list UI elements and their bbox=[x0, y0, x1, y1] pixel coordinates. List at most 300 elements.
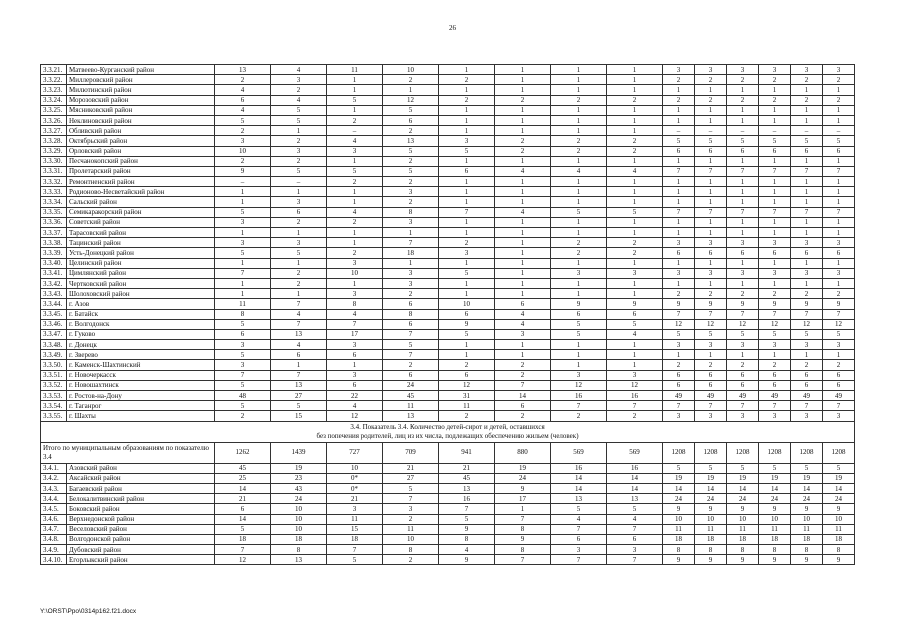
value-cell: 5 bbox=[759, 463, 791, 473]
value-cell: 1 bbox=[215, 258, 271, 268]
value-cell: 4 bbox=[607, 166, 663, 176]
value-cell: 12 bbox=[607, 380, 663, 390]
value-cell: 1 bbox=[791, 85, 823, 95]
value-cell: 1 bbox=[727, 228, 759, 238]
value-cell: 1 bbox=[551, 85, 607, 95]
value-cell: 27 bbox=[383, 473, 439, 483]
value-cell: 11 bbox=[759, 524, 791, 534]
value-cell: 2 bbox=[551, 411, 607, 421]
value-cell: 1 bbox=[727, 105, 759, 115]
row-code: 3.3.21. bbox=[41, 65, 67, 75]
row-code: 3.3.31. bbox=[41, 166, 67, 176]
value-cell: 6 bbox=[215, 504, 271, 514]
value-cell: 6 bbox=[695, 248, 727, 258]
value-cell: 4 bbox=[495, 207, 551, 217]
row-name: г. Батайск bbox=[67, 309, 215, 319]
row-name: Песчанокопский район bbox=[67, 156, 215, 166]
value-cell: 2 bbox=[495, 360, 551, 370]
value-cell: 5 bbox=[215, 350, 271, 360]
value-cell: 5 bbox=[551, 207, 607, 217]
value-cell: 1 bbox=[439, 187, 495, 197]
row-name: Октябрьский район bbox=[67, 136, 215, 146]
value-cell: 6 bbox=[727, 380, 759, 390]
value-cell: 2 bbox=[791, 95, 823, 105]
value-cell: 1 bbox=[607, 156, 663, 166]
row-name: г. Новошахтинск bbox=[67, 380, 215, 390]
value-cell: 2 bbox=[759, 75, 791, 85]
row-code: 3.3.34. bbox=[41, 197, 67, 207]
value-cell: 1 bbox=[695, 217, 727, 227]
value-cell: 1 bbox=[551, 156, 607, 166]
value-cell: 14 bbox=[695, 483, 727, 493]
value-cell: 5 bbox=[727, 329, 759, 339]
value-cell: 6 bbox=[823, 248, 855, 258]
value-cell: 3 bbox=[215, 238, 271, 248]
value-cell: 2 bbox=[727, 360, 759, 370]
value-cell: 7 bbox=[607, 524, 663, 534]
section-title-line1: 3.4. Показатель 3.4. Количество детей-сирот и детей, оставшихся bbox=[350, 422, 545, 431]
value-cell: 5 bbox=[791, 463, 823, 473]
value-cell: 10 bbox=[271, 524, 327, 534]
value-cell: 13 bbox=[383, 136, 439, 146]
value-cell: 1 bbox=[791, 115, 823, 125]
value-cell: 9 bbox=[823, 504, 855, 514]
value-cell: 6 bbox=[551, 309, 607, 319]
value-cell: 5 bbox=[327, 95, 383, 105]
value-cell: 3 bbox=[607, 268, 663, 278]
value-cell: 2 bbox=[439, 360, 495, 370]
value-cell: 5 bbox=[607, 207, 663, 217]
table-row bbox=[41, 105, 855, 115]
table-row bbox=[41, 370, 855, 380]
value-cell: 7 bbox=[823, 401, 855, 411]
value-cell: 9 bbox=[695, 299, 727, 309]
value-cell: 2 bbox=[271, 156, 327, 166]
row-code: 3.3.41. bbox=[41, 268, 67, 278]
value-cell: 2 bbox=[271, 136, 327, 146]
value-cell: 18 bbox=[383, 248, 439, 258]
value-cell: 6 bbox=[327, 380, 383, 390]
value-cell: 1 bbox=[663, 105, 695, 115]
value-cell: 2 bbox=[215, 126, 271, 136]
value-cell: 6 bbox=[663, 146, 695, 156]
value-cell: 9 bbox=[759, 299, 791, 309]
value-cell: 8 bbox=[215, 309, 271, 319]
value-cell: 1 bbox=[271, 360, 327, 370]
value-cell: 5 bbox=[663, 136, 695, 146]
value-cell: 1 bbox=[215, 278, 271, 288]
row-code: 3.3.26. bbox=[41, 115, 67, 125]
value-cell: 1 bbox=[327, 105, 383, 115]
row-code: 3.3.42. bbox=[41, 278, 67, 288]
value-cell: 9 bbox=[551, 299, 607, 309]
value-cell: 1 bbox=[695, 278, 727, 288]
value-cell: 21 bbox=[439, 463, 495, 473]
row-name: Тацинский район bbox=[67, 238, 215, 248]
table-row bbox=[41, 166, 855, 176]
row-code: 3.3.29. bbox=[41, 146, 67, 156]
value-cell: 18 bbox=[727, 534, 759, 544]
value-cell: 9 bbox=[663, 555, 695, 565]
value-cell: 5 bbox=[327, 555, 383, 565]
value-cell: 2 bbox=[607, 411, 663, 421]
value-cell: 2 bbox=[383, 156, 439, 166]
value-cell: 1 bbox=[823, 228, 855, 238]
value-cell: 1 bbox=[759, 350, 791, 360]
value-cell: 3 bbox=[551, 268, 607, 278]
value-cell: 9 bbox=[759, 555, 791, 565]
value-cell: 1 bbox=[791, 350, 823, 360]
value-cell: 5 bbox=[551, 319, 607, 329]
value-cell: 6 bbox=[271, 350, 327, 360]
value-cell: 2 bbox=[383, 289, 439, 299]
value-cell: 2 bbox=[215, 75, 271, 85]
row-code: 3.3.52. bbox=[41, 380, 67, 390]
row-name: г. Донецк bbox=[67, 340, 215, 350]
row-name: Обливский район bbox=[67, 126, 215, 136]
value-cell: 9 bbox=[791, 504, 823, 514]
table-row bbox=[41, 350, 855, 360]
value-cell: 2 bbox=[823, 75, 855, 85]
value-cell: 1 bbox=[495, 228, 551, 238]
value-cell: 6 bbox=[439, 309, 495, 319]
value-cell: 2 bbox=[759, 95, 791, 105]
value-cell: 24 bbox=[271, 494, 327, 504]
value-cell: 12 bbox=[727, 319, 759, 329]
value-cell: 2 bbox=[439, 75, 495, 85]
value-cell: 3 bbox=[791, 340, 823, 350]
value-cell: 5 bbox=[327, 166, 383, 176]
value-cell: 4 bbox=[327, 136, 383, 146]
value-cell: 3 bbox=[271, 197, 327, 207]
row-name: Орловский район bbox=[67, 146, 215, 156]
value-cell: 2 bbox=[215, 156, 271, 166]
row-name: Тарасовский район bbox=[67, 228, 215, 238]
value-cell: 2 bbox=[383, 177, 439, 187]
value-cell: 7 bbox=[439, 504, 495, 514]
value-cell: 1 bbox=[271, 126, 327, 136]
row-code: 3.3.44. bbox=[41, 299, 67, 309]
row-name: г. Шахты bbox=[67, 411, 215, 421]
value-cell: 5 bbox=[663, 329, 695, 339]
value-cell: 19 bbox=[271, 463, 327, 473]
value-cell: 1 bbox=[439, 217, 495, 227]
table-row bbox=[41, 340, 855, 350]
value-cell: 1 bbox=[327, 238, 383, 248]
table-row bbox=[41, 514, 855, 524]
value-cell: 3 bbox=[551, 545, 607, 555]
row-name: Мясниковский район bbox=[67, 105, 215, 115]
value-cell: 4 bbox=[271, 340, 327, 350]
value-cell: 5 bbox=[383, 166, 439, 176]
value-cell: 17 bbox=[495, 494, 551, 504]
value-cell: 9 bbox=[607, 299, 663, 309]
value-cell: 6 bbox=[663, 370, 695, 380]
row-code: 3.4.3. bbox=[41, 483, 67, 493]
value-cell: 1 bbox=[495, 105, 551, 115]
value-cell: 1 bbox=[823, 187, 855, 197]
value-cell: 2 bbox=[327, 177, 383, 187]
value-cell: 1 bbox=[607, 187, 663, 197]
value-cell: 3 bbox=[215, 340, 271, 350]
value-cell: 9 bbox=[791, 299, 823, 309]
value-cell: 7 bbox=[823, 166, 855, 176]
value-cell: 1 bbox=[823, 85, 855, 95]
row-name: г. Таганрог bbox=[67, 401, 215, 411]
value-cell: 1 bbox=[791, 177, 823, 187]
row-code: 3.3.33. bbox=[41, 187, 67, 197]
value-cell: 5 bbox=[727, 463, 759, 473]
value-cell: 11 bbox=[327, 514, 383, 524]
value-cell: 13 bbox=[271, 380, 327, 390]
value-cell: 49 bbox=[727, 391, 759, 401]
value-cell: 2 bbox=[695, 75, 727, 85]
value-cell: 3 bbox=[327, 504, 383, 514]
value-cell: 2 bbox=[823, 360, 855, 370]
value-cell: 5 bbox=[215, 115, 271, 125]
row-code: 3.3.24. bbox=[41, 95, 67, 105]
row-code: 3.3.49. bbox=[41, 350, 67, 360]
value-cell: 8 bbox=[327, 299, 383, 309]
value-cell: 1 bbox=[439, 258, 495, 268]
row-name: Аксайский район bbox=[67, 473, 215, 483]
value-cell: 1 bbox=[663, 228, 695, 238]
value-cell: 1 bbox=[551, 228, 607, 238]
value-cell: 5 bbox=[383, 105, 439, 115]
table-row bbox=[41, 319, 855, 329]
value-cell: 1 bbox=[607, 126, 663, 136]
value-cell: 2 bbox=[663, 75, 695, 85]
value-cell: 7 bbox=[791, 309, 823, 319]
value-cell: 6 bbox=[695, 370, 727, 380]
value-cell: 8 bbox=[495, 524, 551, 534]
row-name: г. Каменск-Шахтинский bbox=[67, 360, 215, 370]
value-cell: 1 bbox=[607, 289, 663, 299]
row-name: Советский район bbox=[67, 217, 215, 227]
value-cell: 5 bbox=[695, 463, 727, 473]
row-name: Верхнедонской район bbox=[67, 514, 215, 524]
value-cell: 11 bbox=[823, 524, 855, 534]
value-cell: 3 bbox=[823, 238, 855, 248]
value-cell: 1 bbox=[759, 217, 791, 227]
value-cell: 0* bbox=[327, 473, 383, 483]
value-cell: 2 bbox=[215, 411, 271, 421]
value-cell: 1 bbox=[759, 177, 791, 187]
value-cell: 7 bbox=[383, 329, 439, 339]
table-row bbox=[41, 463, 855, 473]
value-cell: 2 bbox=[383, 514, 439, 524]
row-code: 3.4.5. bbox=[41, 504, 67, 514]
value-cell: 6 bbox=[727, 248, 759, 258]
value-cell: 2 bbox=[791, 75, 823, 85]
total-value-cell: 1208 bbox=[791, 442, 823, 463]
value-cell: 5 bbox=[823, 329, 855, 339]
value-cell: 2 bbox=[495, 411, 551, 421]
value-cell: 3 bbox=[327, 340, 383, 350]
value-cell: 4 bbox=[495, 166, 551, 176]
value-cell: 3 bbox=[727, 411, 759, 421]
value-cell: 19 bbox=[727, 473, 759, 483]
value-cell: 19 bbox=[791, 473, 823, 483]
value-cell: 1 bbox=[823, 105, 855, 115]
value-cell: 1 bbox=[727, 156, 759, 166]
value-cell: 2 bbox=[271, 268, 327, 278]
value-cell: 8 bbox=[791, 545, 823, 555]
value-cell: 1 bbox=[551, 350, 607, 360]
value-cell: 6 bbox=[439, 370, 495, 380]
value-cell: 5 bbox=[439, 329, 495, 339]
row-code: 3.3.55. bbox=[41, 411, 67, 421]
value-cell: 1 bbox=[495, 350, 551, 360]
value-cell: 6 bbox=[791, 380, 823, 390]
value-cell: 5 bbox=[383, 146, 439, 156]
value-cell: 1 bbox=[495, 187, 551, 197]
value-cell: 6 bbox=[663, 248, 695, 258]
value-cell: 10 bbox=[695, 514, 727, 524]
row-code: 3.3.51. bbox=[41, 370, 67, 380]
value-cell: 10 bbox=[327, 463, 383, 473]
value-cell: 1 bbox=[791, 105, 823, 115]
value-cell: 2 bbox=[383, 75, 439, 85]
value-cell: 1 bbox=[607, 105, 663, 115]
row-code: 3.3.50. bbox=[41, 360, 67, 370]
value-cell: 10 bbox=[383, 65, 439, 75]
value-cell: 6 bbox=[551, 534, 607, 544]
table-row bbox=[41, 228, 855, 238]
table-row bbox=[41, 258, 855, 268]
value-cell: 3 bbox=[791, 65, 823, 75]
value-cell: 31 bbox=[439, 391, 495, 401]
value-cell: 7 bbox=[695, 309, 727, 319]
value-cell: 24 bbox=[695, 494, 727, 504]
value-cell: 1 bbox=[383, 228, 439, 238]
value-cell: 9 bbox=[823, 555, 855, 565]
table-section-3-4-header bbox=[41, 421, 855, 463]
value-cell: 6 bbox=[383, 299, 439, 309]
value-cell: 4 bbox=[607, 329, 663, 339]
value-cell: 1 bbox=[607, 197, 663, 207]
value-cell: 1 bbox=[759, 187, 791, 197]
value-cell: 1 bbox=[551, 105, 607, 115]
value-cell: 7 bbox=[551, 401, 607, 411]
value-cell: 24 bbox=[495, 473, 551, 483]
value-cell: 1 bbox=[327, 85, 383, 95]
value-cell: 9 bbox=[759, 504, 791, 514]
row-code: 3.3.25. bbox=[41, 105, 67, 115]
value-cell: 4 bbox=[327, 309, 383, 319]
value-cell: 1 bbox=[327, 187, 383, 197]
value-cell: – bbox=[663, 126, 695, 136]
value-cell: 3 bbox=[759, 340, 791, 350]
value-cell: 10 bbox=[791, 514, 823, 524]
value-cell: 1 bbox=[327, 360, 383, 370]
value-cell: 7 bbox=[271, 370, 327, 380]
row-code: 3.3.48. bbox=[41, 340, 67, 350]
value-cell: 3 bbox=[759, 238, 791, 248]
value-cell: 6 bbox=[663, 380, 695, 390]
value-cell: 2 bbox=[663, 95, 695, 105]
value-cell: – bbox=[727, 126, 759, 136]
value-cell: 7 bbox=[271, 319, 327, 329]
value-cell: 43 bbox=[271, 483, 327, 493]
value-cell: 1 bbox=[791, 217, 823, 227]
table-row bbox=[41, 380, 855, 390]
value-cell: 18 bbox=[663, 534, 695, 544]
value-cell: 1 bbox=[439, 115, 495, 125]
value-cell: 9 bbox=[495, 534, 551, 544]
value-cell: 1 bbox=[495, 238, 551, 248]
value-cell: 7 bbox=[695, 166, 727, 176]
row-name: г. Азов bbox=[67, 299, 215, 309]
value-cell: 8 bbox=[759, 545, 791, 555]
value-cell: 9 bbox=[791, 555, 823, 565]
value-cell: 1 bbox=[327, 197, 383, 207]
value-cell: 7 bbox=[759, 166, 791, 176]
value-cell: 1 bbox=[823, 217, 855, 227]
value-cell: 1 bbox=[439, 197, 495, 207]
value-cell: 3 bbox=[607, 370, 663, 380]
value-cell: 1 bbox=[663, 115, 695, 125]
value-cell: 49 bbox=[663, 391, 695, 401]
value-cell: 1 bbox=[791, 156, 823, 166]
value-cell: 6 bbox=[695, 380, 727, 390]
value-cell: 9 bbox=[823, 299, 855, 309]
value-cell: 2 bbox=[327, 115, 383, 125]
table-row bbox=[41, 268, 855, 278]
value-cell: – bbox=[215, 177, 271, 187]
value-cell: 3 bbox=[383, 268, 439, 278]
value-cell: 1 bbox=[439, 177, 495, 187]
value-cell: 14 bbox=[791, 483, 823, 493]
table-row bbox=[41, 85, 855, 95]
value-cell: 1 bbox=[551, 75, 607, 85]
value-cell: 3 bbox=[791, 238, 823, 248]
value-cell: 2 bbox=[607, 146, 663, 156]
value-cell: 2 bbox=[383, 126, 439, 136]
row-name: Белокалитвинский район bbox=[67, 494, 215, 504]
value-cell: 7 bbox=[727, 309, 759, 319]
total-value-cell: 569 bbox=[607, 442, 663, 463]
value-cell: 1 bbox=[495, 248, 551, 258]
value-cell: 3 bbox=[791, 411, 823, 421]
value-cell: 5 bbox=[271, 401, 327, 411]
value-cell: 2 bbox=[791, 289, 823, 299]
row-code: 3.3.39. bbox=[41, 248, 67, 258]
footer-file-path: Y:\ORST\Ppo\0314p162.f21.docx bbox=[40, 608, 137, 615]
value-cell: 1 bbox=[551, 289, 607, 299]
value-cell: 1 bbox=[695, 187, 727, 197]
value-cell: 1 bbox=[439, 85, 495, 95]
value-cell: 6 bbox=[759, 248, 791, 258]
row-name: Милютинский район bbox=[67, 85, 215, 95]
value-cell: 12 bbox=[695, 319, 727, 329]
value-cell: 6 bbox=[439, 166, 495, 176]
value-cell: 5 bbox=[695, 136, 727, 146]
value-cell: 2 bbox=[551, 95, 607, 105]
row-name: Семикаракорский район bbox=[67, 207, 215, 217]
value-cell: 3 bbox=[695, 411, 727, 421]
value-cell: 1 bbox=[823, 258, 855, 268]
value-cell: 1 bbox=[727, 187, 759, 197]
value-cell: 3 bbox=[495, 329, 551, 339]
value-cell: 1 bbox=[551, 278, 607, 288]
value-cell: 5 bbox=[215, 401, 271, 411]
value-cell: 2 bbox=[823, 289, 855, 299]
value-cell: 9 bbox=[727, 555, 759, 565]
value-cell: 12 bbox=[551, 380, 607, 390]
value-cell: 1 bbox=[607, 258, 663, 268]
value-cell: 1 bbox=[551, 177, 607, 187]
